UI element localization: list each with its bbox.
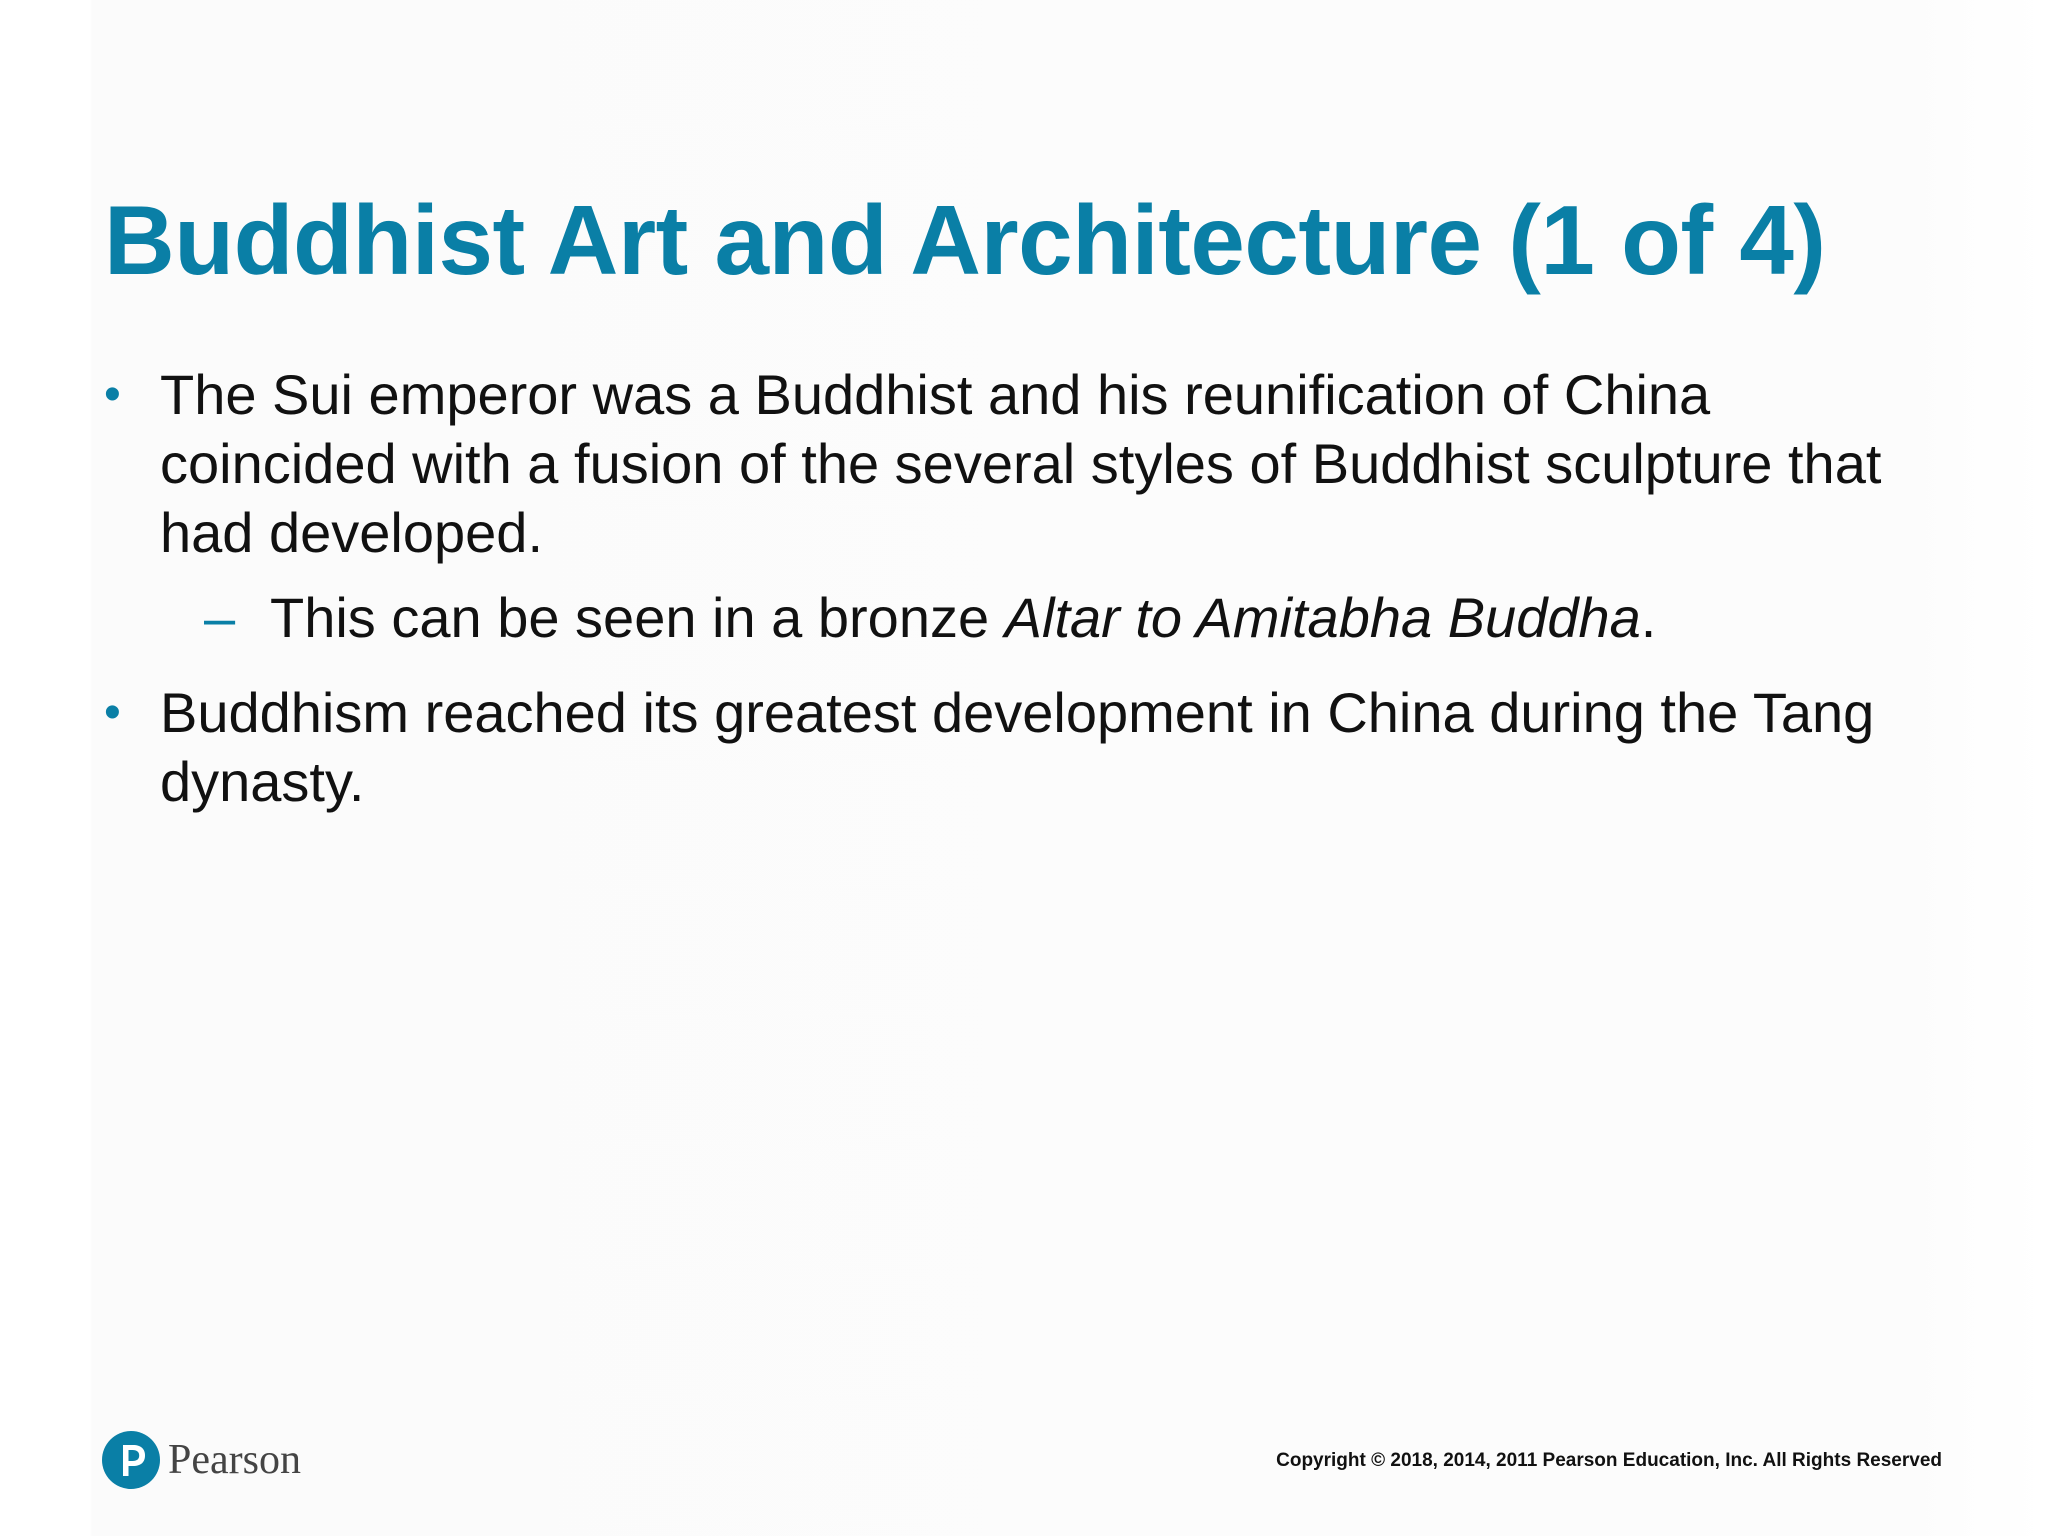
pearson-p-icon [102,1431,160,1489]
bullet-dot-icon: • [104,686,121,739]
bullet-item [104,360,1954,567]
sub-bullet-item [104,583,1954,652]
slide-content [104,360,1954,816]
artwork-title: Altar to Amitabha Buddha [1004,586,1641,649]
bullet-text: Buddhism reached its greatest development in China during the Tang dynasty. [160,681,1875,813]
bullet-item [104,678,1954,816]
sub-bullet-suffix: . [1640,586,1657,649]
bullet-text: The Sui emperor was a Buddhist and his reunification of China coincided with a fusion of the several styles of Buddhist sculpture that had developed. [160,363,1882,564]
pearson-logo [102,1428,301,1492]
pearson-wordmark: Pearson [168,1437,301,1483]
bullet-dot-icon: • [104,368,121,421]
copyright-notice: Copyright © 2018, 2014, 2011 Pearson Education, Inc. All Rights Reserved [1276,1450,1942,1471]
slide-title: Buddhist Art and Architecture (1 of 4) [104,185,1826,295]
dash-icon: – [204,586,236,649]
sub-bullet-prefix: This can be seen in a bronze [270,586,1005,649]
